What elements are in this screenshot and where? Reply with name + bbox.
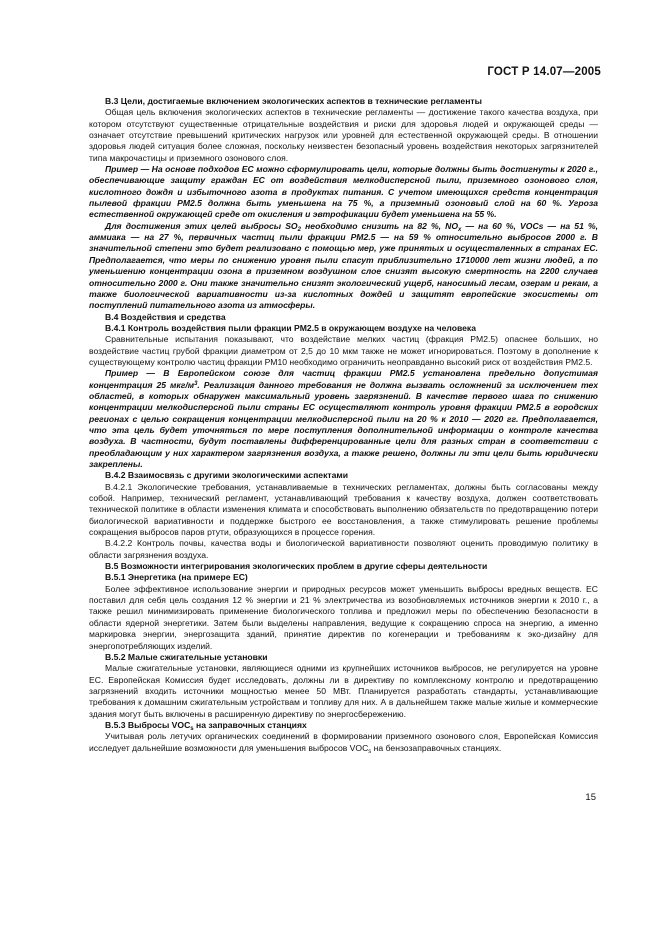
example-paragraph-pm25 [89,368,598,470]
superscript: 3 [194,380,198,387]
paragraph: Общая цель включения экологических аспектов в технические регламенты — достижение такого качества воздуха, при котором отсутствуют существенные отрицательные воздействия и риски для здоровья людей и окружающей среды — означает отсутствие превышений критических нагрузок или уровней для естественной окружающей среды. В отношении здоровья людей ситуация более сложная, поскольку неизвестен безопасный уровень воздействия некоторых загрязнителей типа макрочастицы и приземного озонового слоя. [89,107,598,163]
subscript: s [190,725,194,732]
page-number: 15 [585,792,596,803]
subscript: 2 [297,226,301,233]
section-heading-b3: В.3 Цели, достигаемые включением экологических аспектов в технические регламенты [105,96,482,106]
text-run: В.5.3 Выбросы VOC [105,719,191,730]
document-id: ГОСТ Р 14.07—2005 [487,66,601,78]
section-heading-b42: В.4.2 Взаимосвязь с другими экологическими аспектами [105,470,348,481]
example-paragraph: Пример — На основе подходов ЕС можно сформулировать цели, которые должны быть достигнуты к 2020 г., обеспечивающие защиту граждан ЕС от воздействия мелкодисперсной пыли, приземного озонового слоя, кислотного дождя и избыточного азота в продуктах питания. С учетом имеющихся средств концентрация пылевой фракции PM2.5 должна быть уменьшена на 75 %, а приземный озоновый слой на 60 %. Угроза естественной окружающей среде от окисления и эвтрофикации будет уменьшена на 55 %. [89,164,598,220]
subscript: x [458,226,462,233]
section-heading-b51: В.5.1 Энергетика (на примере ЕС) [105,572,248,583]
section-heading-b5: В.5 Возможности интегрирования экологических проблем в другие сферы деятельности [105,561,488,572]
text-run: Для достижения этих целей выбросы SO [105,220,298,231]
paragraph: Малые сжигательные установки, являющиеся одними из крупнейших источников выбросов, не регулируется на уровне ЕС. Европейская Комиссия будет исследовать, должны ли в директиву по комплексному контролю и предотвращению загрязнений входить источники мощностью менее 50 МВт. Планируется разработать стандарты, устанавливающие требования к домашним сжигательным устройствам и топливу для них. А в дальнейшем также малые жилые и коммерческие здания могут быть включены в расширенную директиву по энергосбережению. [89,663,598,719]
text-run: необходимо снизить на 82 %, NO [300,220,459,231]
paragraph: В.4.2.1 Экологические требования, устанавливаемые в технических регламентах, должны быть согласованы между собой. Например, технический регламент, устанавливающий требования к качеству воздуха, должен соответствовать технической политике в области изменения климата и способствовать выполнению обязательств по предотвращению потери биологической вариативности и поддержке быстрого ее восстановления, а также стимулировать решение проблемы сокращения выбросов паров ртути, образующихся в процессе горения. [89,481,598,538]
paragraph: Более эффективное использование энергии и природных ресурсов может уменьшить выбросы вредных веществ. ЕС поставил для себя цель создания 12 % энергии и 21 % электричества из возобновляемых источников энергии к 2010 г., а также решил минимизировать применение биологического топлива и предложил меры по обеспечению безопасности в области ядерной энергетики. Затем были выделены направления, ведущие к сокращению спроса на энергию, а именно маркировка энергии, энергозащита зданий, принятие директив по когенерации и требованиям к эко-дизайну для энергопотребляющих изделий. [89,583,598,651]
document-body [89,96,598,754]
paragraph: Сравнительные испытания показывают, что воздействие мелких частиц (фракция PM2.5) опаснее больших, но воздействие частиц грубой фракции диаметром от 2,5 до 10 мкм также не может игнорироваться. Поэтому в дополнение к существующему контролю частиц фракции PM10 необходимо ограничить неоправданно высокий риск от воздействия PM2.5. [89,334,598,367]
section-heading-b41: В.4.1 Контроль воздействия пыли фракции PM2.5 в окружающем воздухе на человека [105,322,476,333]
text-run: на заправочных станциях [193,719,307,730]
text-run: — на 60 %, VOCs — на 51 %, аммиака — на 27 %, первичных частиц пыли фракции PM2.5 — на 59 % относительно выбросов 2000 г. В значительной степени это будет реализовано с помощью мер, уже принятых и осуществленных в странах ЕС. Предполагается, что меры по снижению уровня пыли спасут приблизительно 1710000 лет жизни людей, а по уменьшению концентрации озона в приземном воздушном слое снизят высокую смертность на 2200 случаев относительно 2000 г. Они также значительно снизят экологический ущерб, наносимый лесам, озерам и рекам, а также биологической вариативности из-за кислотных дождей и защитят европейские экосистемы от поступлений питательного азота из атмосферы. [89,220,598,311]
section-heading-b52: В.5.2 Малые сжигательные установки [105,651,268,662]
paragraph: В.4.2.2 Контроль почвы, качества воды и биологической вариативности позволяют оценить проводимую политику в области загрязнения воздуха. [89,538,598,560]
text-run: на бензозаправочных станциях. [371,742,502,753]
text-run: Пример — В Европейском союзе для частиц фракции PM2.5 установлена предельно допустимая концентрация 25 мкг/м [89,368,598,390]
text-run: Учитывая роль летучих органических соединений в формировании приземного озонового слоя, Европейская Комиссия исследует дальнейшие возможности для уменьшения выбросов VOC [89,731,598,753]
example-paragraph-targets [89,221,598,312]
section-heading-b53 [89,720,598,731]
subscript: s [368,748,372,755]
paragraph-voc [89,731,598,754]
text-run: . Реализация данного требования не должна вызвать осложнений за исключением тех областей, в которых обнаружен максимальный уровень загрязнений. В качестве первого шага по снижению концентрации мелкодисперсной пыли страны ЕС осуществляют контроль уровня фракции PM2.5 в городских регионах с целью сокращения концентрации мелкодисперсной пыли на 20 % к 2010 — 2020 гг. Предполагается, что эта цель будет уточняться по мере поступления дополнительной информации о контроле качества воздуха. В частности, будут поставлены дифференцированные цели для разных стран в соответствии с преобладающим у них характером загрязнения воздуха, а также решено, должны ли эти цели быть юридически закреплены. [89,379,599,469]
section-heading-b4: В.4 Воздействия и средства [105,311,226,322]
